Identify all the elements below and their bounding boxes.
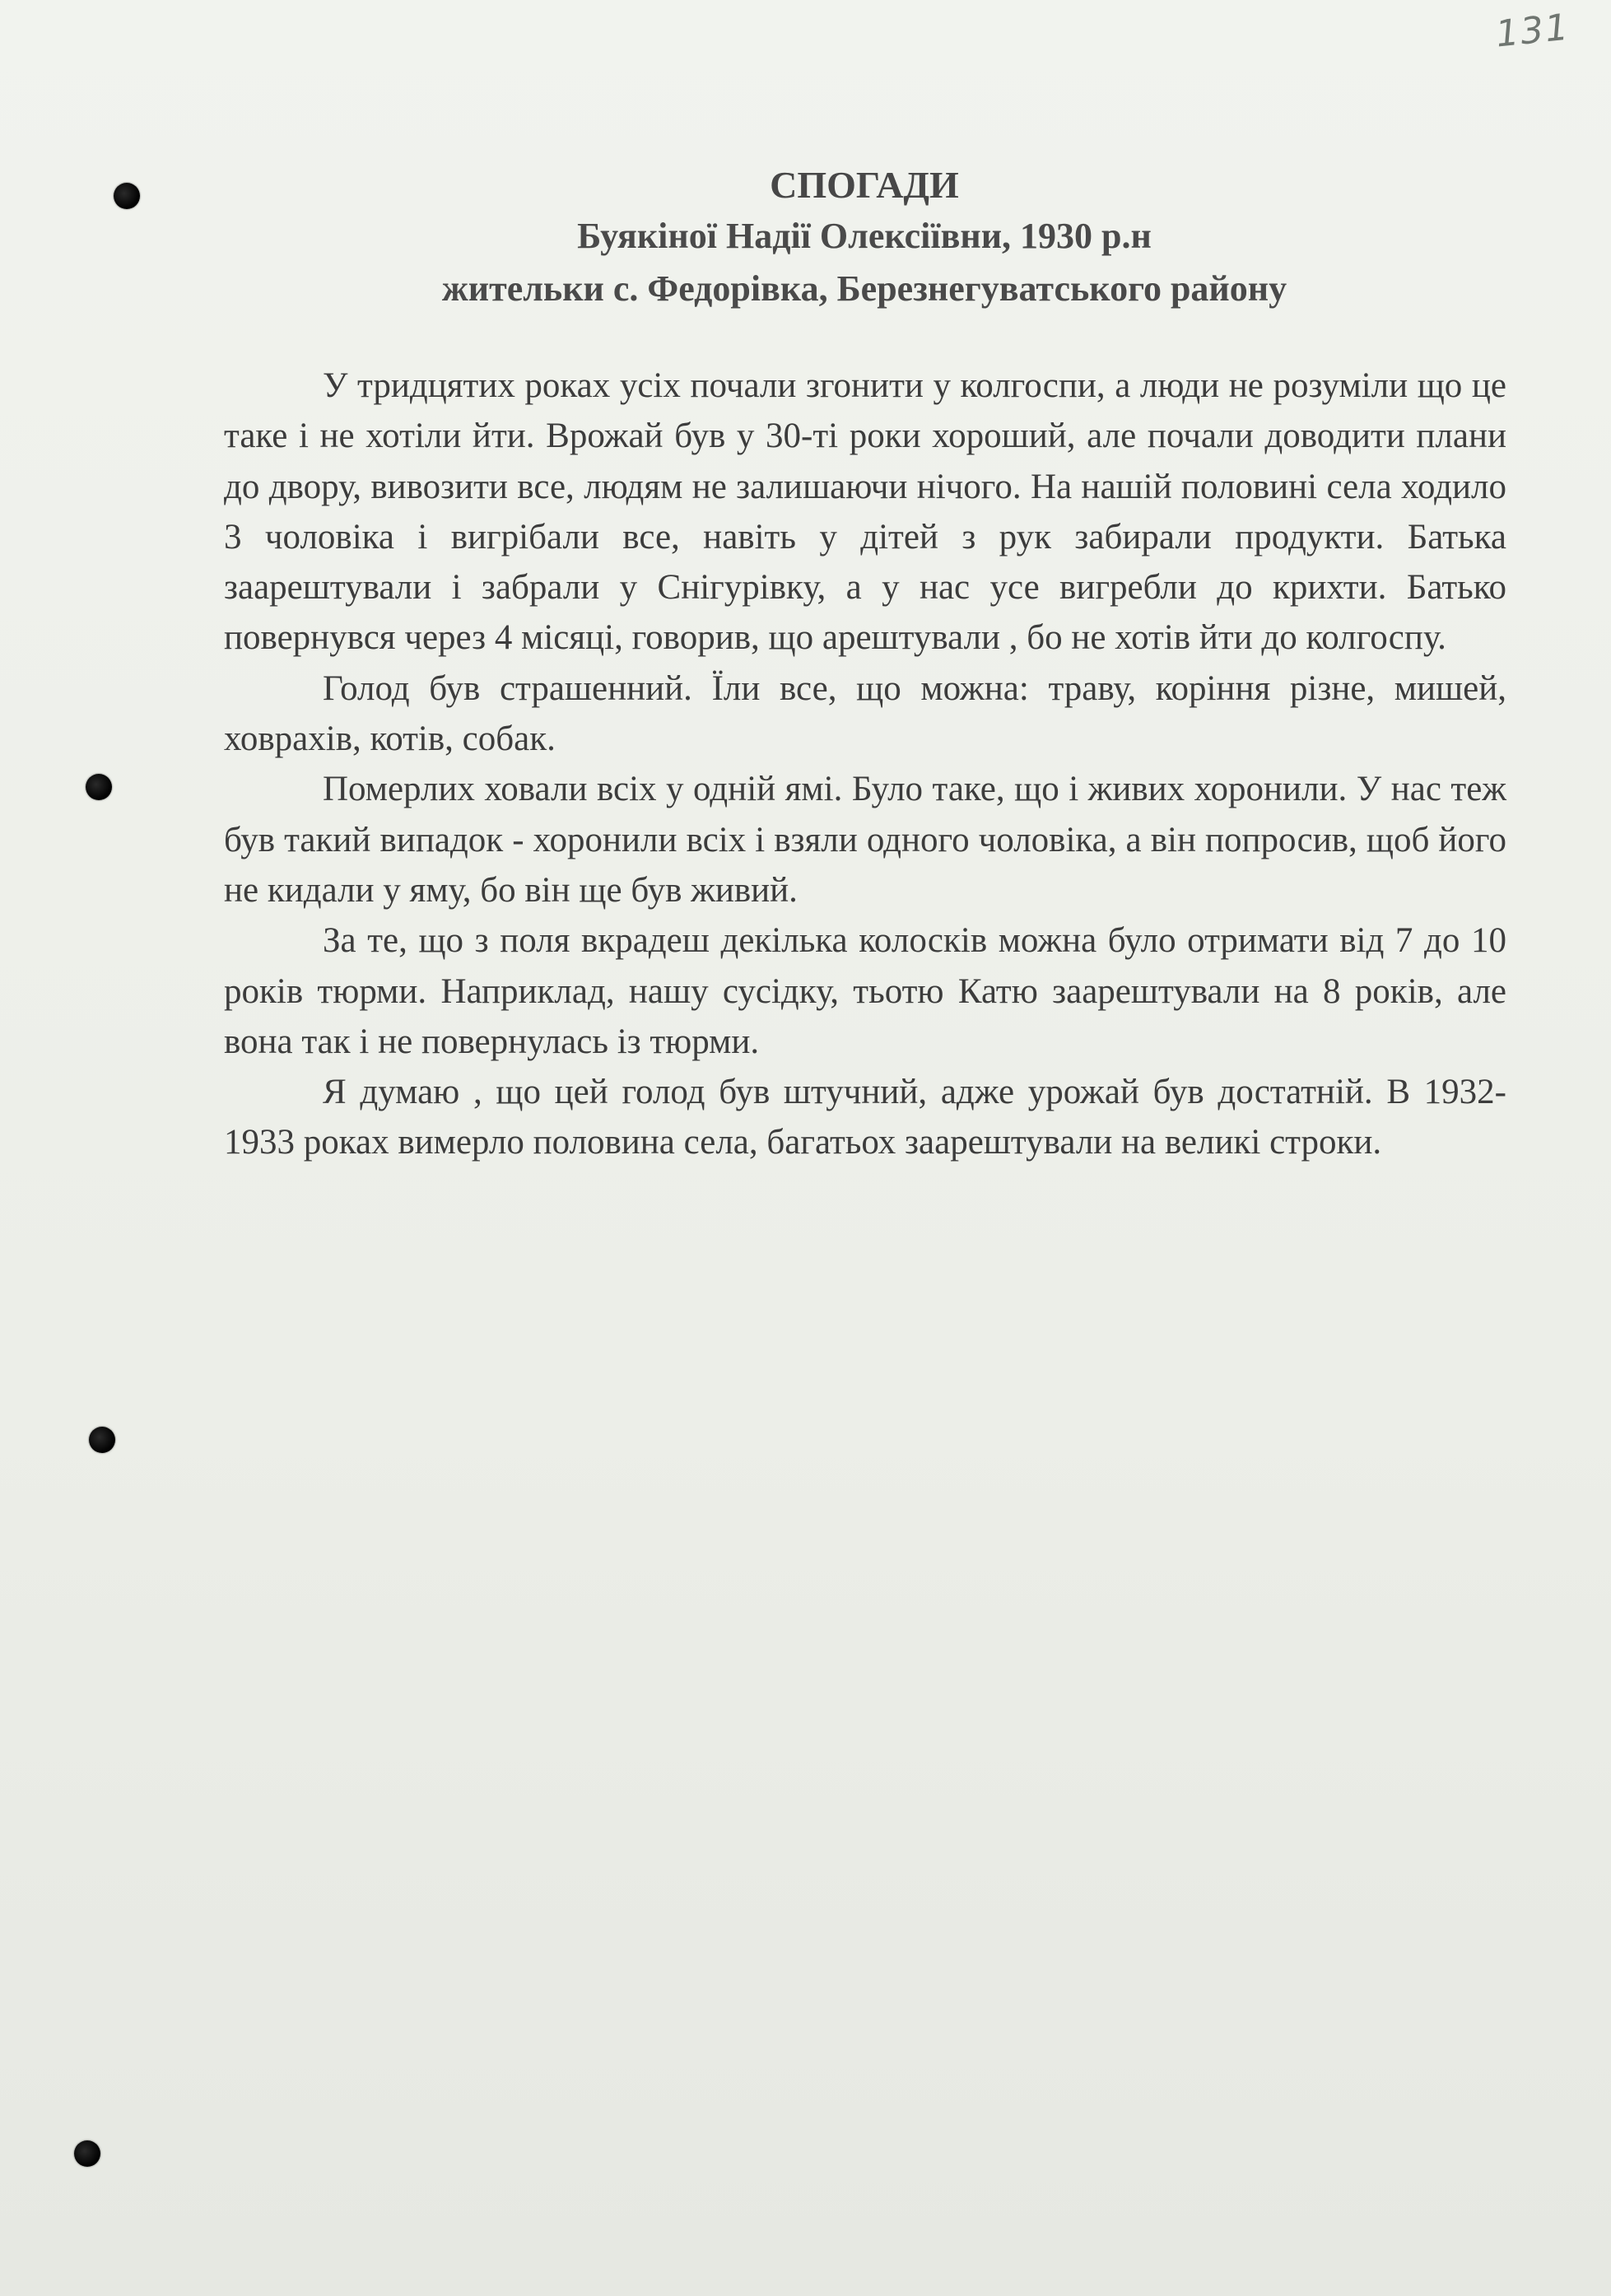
document-body [224,361,1506,1168]
handwritten-page-number: 131 [1493,6,1572,56]
punch-hole-3 [89,1427,115,1453]
paragraph-3: Померлих ховали всіх у одній ямі. Було таке, що і живих хоронили. У нас теж був такий випадок - хоронили всіх і взяли одного чоловіка, а він попросив, щоб його не кидали у яму, бо він ще був живий. [224,770,1506,910]
paragraph-1: У тридцятих роках усіх почали згонити у колгоспи, а люди не розуміли що це таке і не хотіли йти. Врожай був у 30-ті роки хороший, але почали доводити плани до двору, вивозити все, людям не залишаючи нічого. На нашій половині села ходило 3 чоловіка і вигрібали все, навіть у дітей з рук забирали продукти. Батька заарештували і забрали у Снігурівку, а у нас усе вигребли до крихти. Батько повернувся через 4 місяці, говорив, що арештували , бо не хотів йти до колгоспу. [224,366,1506,658]
paragraph-2: Голод був страшенний. Їли все, що можна: траву, коріння різне, мишей, ховрахів, котів, собак. [224,668,1506,759]
punch-hole-2 [86,774,112,800]
punch-hole-1 [114,183,140,209]
paragraph-5: Я думаю , що цей голод був штучний, адже урожай був достатній. В 1932-1933 роках вимерло половина села, багатьох заарештували на великі строки. [224,1073,1506,1162]
document-title: СПОГАДИ [770,164,959,206]
document-subtitle-line-2: жительки с. Федорівка, Березнегуватського району [441,268,1287,309]
punch-hole-4 [74,2140,100,2167]
document-header [222,161,1506,315]
document-subtitle-line-1: Буякіної Надії Олексіївни, 1930 р.н [577,216,1152,256]
paragraph-4: За те, що з поля вкрадеш декілька колосків можна було отримати від 7 до 10 років тюрми. Наприклад, нашу сусідку, тьотю Катю заарештували на 8 років, але вона так і не повернулась із тюрми. [224,921,1506,1061]
